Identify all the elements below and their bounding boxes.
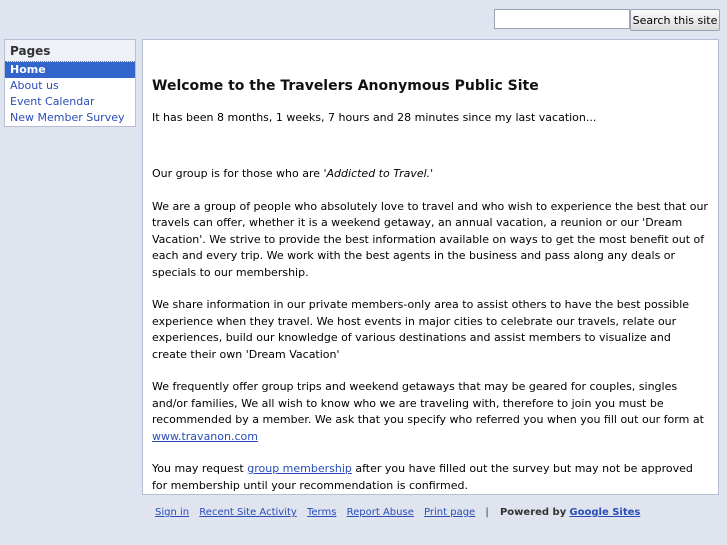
membership-text-pre: You may request	[152, 462, 248, 475]
intro-emphasis: 'Addicted to Travel.'	[323, 167, 434, 180]
members-paragraph: We share information in our private members-only area to assist others to have the best possible experience when they travel. We host events in major cities to celebrate our travels, relate our experiences, build our knowledge of various destinations and assist members to visualize and create their own 'Dream Vacation'	[152, 298, 690, 361]
sign-in-link[interactable]: Sign in	[155, 507, 190, 518]
travanon-link[interactable]: www.travanon.com	[152, 429, 258, 443]
print-page-link[interactable]: Print page	[424, 507, 476, 518]
sidebar-item-new-member-survey[interactable]: New Member Survey	[10, 111, 125, 124]
membership-paragraph	[152, 461, 709, 494]
sidebar	[4, 39, 136, 127]
membership-text-post: after you have filled out the survey but may not be approved for membership until your recommendation is confirmed.	[152, 462, 693, 492]
powered-by-text: Powered by	[499, 507, 567, 518]
trips-text: We frequently offer group trips and weekend getaways that may be geared for couples, singles and/or families, We all wish to know who we are traveling with, therefore to join you must be recommended by a member. We ask that you specify who referred you when you fill out our form at	[152, 380, 704, 426]
sidebar-item-about-us[interactable]: About us	[10, 79, 59, 92]
search-button[interactable]: Search this site	[630, 9, 720, 31]
sidebar-item-home[interactable]: Home	[5, 62, 135, 78]
footer	[155, 507, 647, 518]
intro-paragraph	[152, 166, 709, 183]
recent-activity-link[interactable]: Recent Site Activity	[199, 507, 297, 518]
footer-separator: |	[485, 507, 489, 518]
trips-paragraph	[152, 379, 709, 445]
search-input[interactable]	[494, 9, 630, 29]
sidebar-item-event-calendar[interactable]: Event Calendar	[10, 95, 95, 108]
page-title: Welcome to the Travelers Anonymous Public Site	[152, 78, 539, 94]
group-membership-link[interactable]: group membership	[247, 462, 352, 475]
main-content	[142, 39, 719, 495]
sidebar-title: Pages	[5, 40, 135, 62]
intro-text: Our group is for those who are	[152, 167, 324, 180]
about-paragraph: We are a group of people who absolutely love to travel and who wish to experience the best that our travels can offer, whether it is a weekend getaway, an annual vacation, a reunion or our 'Dream Vacation'. We strive to provide the best information available on ways to get the most benefit out of each and every trip. We work with the best agents in the business and pass along any deals or specials to our membership.	[152, 199, 708, 279]
terms-link[interactable]: Terms	[307, 507, 337, 518]
vacation-counter-text: It has been 8 months, 1 weeks, 7 hours and 28 minutes since my last vacation...	[152, 111, 597, 124]
report-abuse-link[interactable]: Report Abuse	[346, 507, 414, 518]
google-sites-link[interactable]: Google Sites	[569, 507, 641, 518]
